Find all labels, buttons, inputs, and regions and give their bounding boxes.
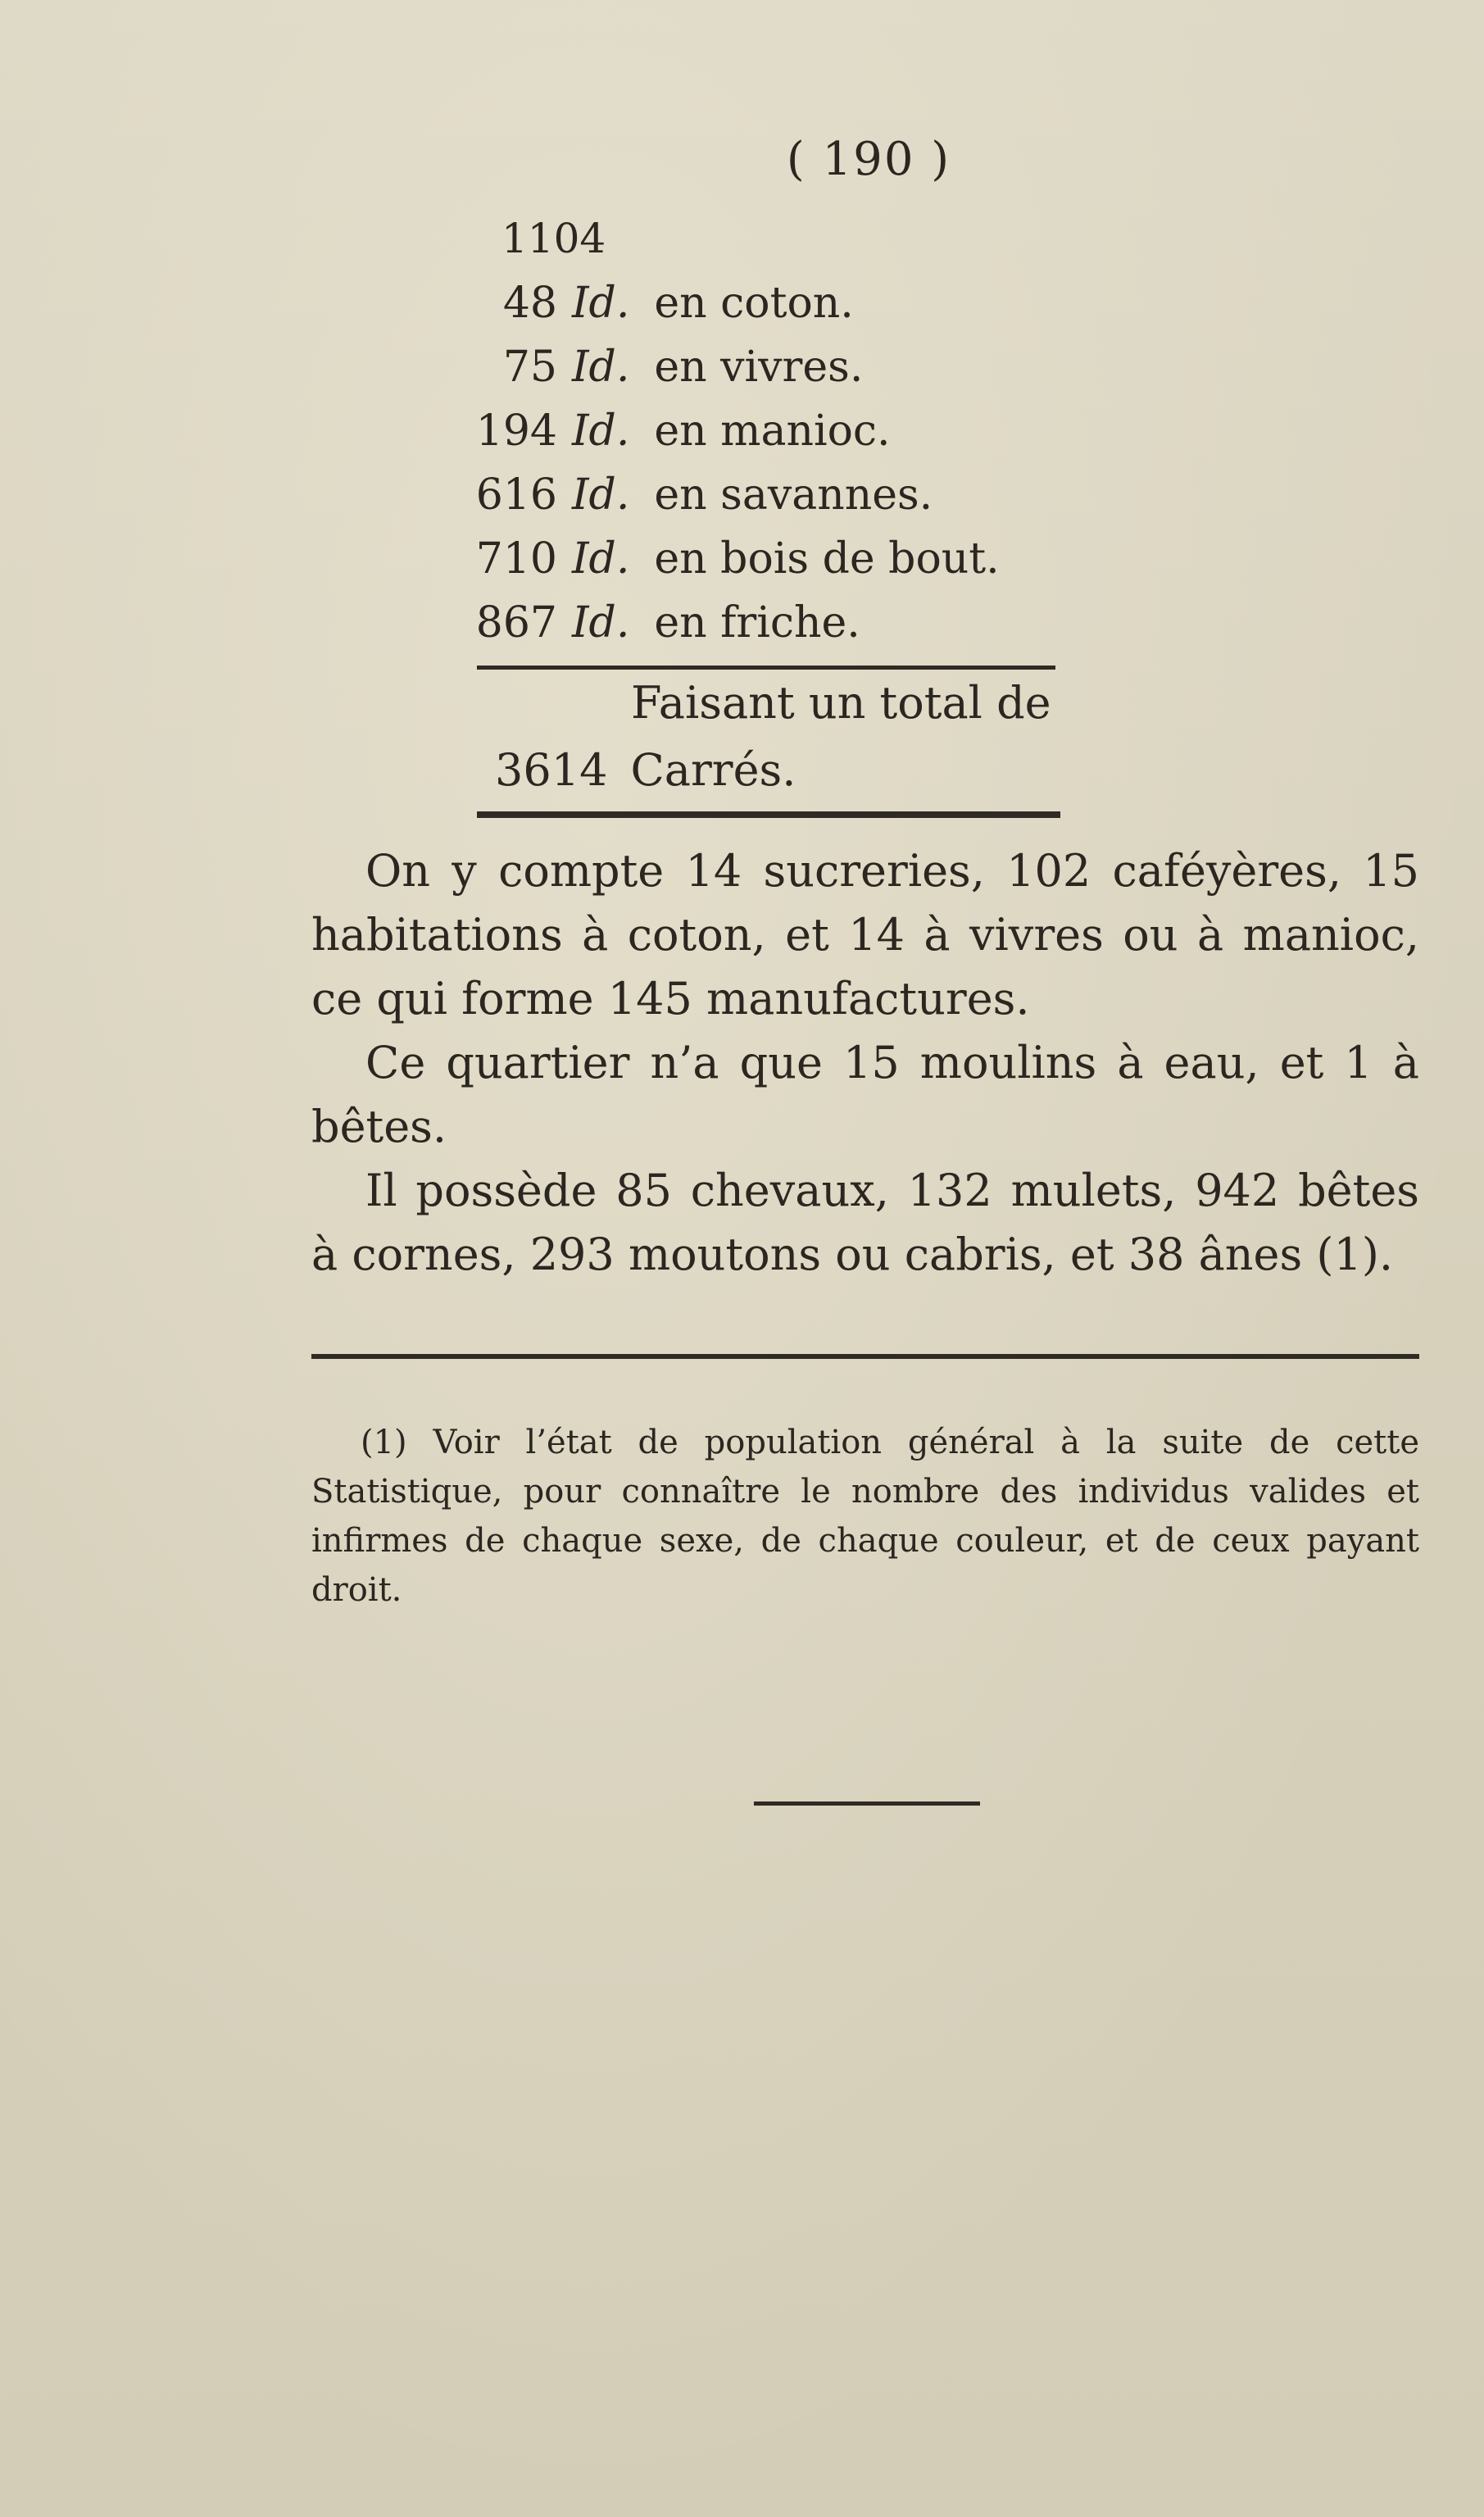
- paragraph: On y compte 14 sucreries, 102 caféyères, 15 habitations à coton, et 14 à vivres ou à manioc, ce qui forme 145 manufactures.: [311, 845, 1419, 1025]
- ledger-row-value: 616: [475, 470, 557, 520]
- ledger-row-desc: en coton.: [654, 279, 854, 328]
- body-text: [311, 839, 1419, 1287]
- ledger-row-desc: en savannes.: [654, 470, 933, 520]
- ledger-row-desc: en manioc.: [654, 407, 891, 456]
- sum-rule: [477, 666, 1055, 670]
- ledger-row: [410, 470, 933, 520]
- total-line: [495, 744, 796, 796]
- footnote: (1) Voir l’état de population général à la suite de cette Statistique, pour connaître le nombre des individus valides et infirmes de chaque sexe, de chaque couleur, et de ceux payant droit.: [311, 1424, 1419, 1609]
- footnote-rule: [311, 1354, 1419, 1359]
- ledger-row-abbr: Id.: [572, 343, 630, 392]
- ledger-row-value: 48: [502, 279, 557, 328]
- total-unit: Carrés.: [630, 744, 796, 796]
- total-label: Faisant un total de: [631, 677, 1051, 729]
- ledger-row: [410, 343, 863, 392]
- total-rule: [477, 811, 1060, 818]
- ledger-row-value: 194: [475, 407, 557, 456]
- ledger-row-abbr: Id.: [572, 407, 630, 456]
- ledger-row-desc: en friche.: [654, 598, 860, 647]
- ledger-row: [410, 598, 860, 647]
- ledger-row-abbr: Id.: [572, 534, 630, 584]
- ledger-row-value: 75: [502, 343, 557, 392]
- ledger-row: [410, 534, 1000, 584]
- paragraph: Il possède 85 chevaux, 132 mulets, 942 bêtes à cornes, 293 moutons ou cabris, et 38 ânes (1).: [311, 1165, 1419, 1280]
- ledger-row-abbr: Id.: [572, 598, 630, 647]
- ledger-row-desc: en bois de bout.: [654, 534, 1000, 584]
- ledger-row-value: 867: [475, 598, 557, 647]
- paragraph: Ce quartier n’a que 15 moulins à eau, et 1 à bêtes.: [311, 1037, 1419, 1152]
- ledger-row-desc: en vivres.: [654, 343, 864, 392]
- page-number: ( 190 ): [786, 133, 951, 186]
- ledger-row: [410, 279, 854, 328]
- ledger-row: [410, 407, 891, 456]
- ledger-row-abbr: Id.: [572, 470, 630, 520]
- total-value: 3614: [495, 744, 608, 796]
- ledger-row-abbr: Id.: [572, 279, 630, 328]
- end-ornament-rule: [754, 1801, 980, 1806]
- ledger-first-value: 1104: [501, 215, 606, 262]
- ledger-row-value: 710: [475, 534, 557, 584]
